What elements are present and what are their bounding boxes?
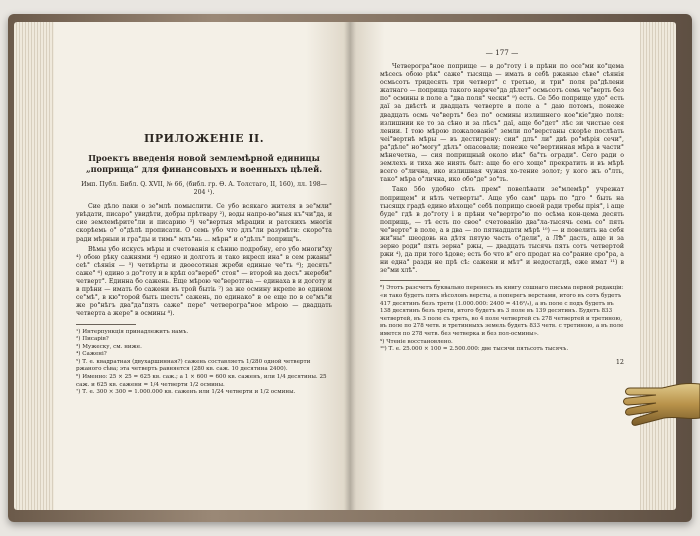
paragraph: Сие дѣло паки о зе°млѣ помыслити. Се убо всякаго жителя в зе°мли° увѣдати, писаро° увидѣти, добры прѣтвару ²), воды напро-во°ныя къ°чи°да, и сие землемѣрите°ли и писарию ³) че°вертыя мѣрации и ратскихъ многія скорѣемь о° o°дѣлѣ прописати. О семь убо что длъ°ли разумѣти: скоро°та ради мѣрныи и гра°ды и тимь° млъ°нь ... мѣрн° и о°дѣлъ° поприщ°ь. — [76, 203, 332, 243]
footnotes — [76, 329, 332, 397]
footnote-divider — [76, 324, 136, 325]
footnote: ⁵) Т. е. квадратная (двухаршинная?) сажень составляетъ 1/280 одной четверти ржаного сѣва; эта четверть равняется (280 кв. саж. 10 десятина 2400). — [76, 358, 311, 373]
footnote: ¹) Интерпункція принадлежитъ намъ. — [76, 328, 189, 335]
footnote: ⁷) Т. е. 300 × 300 = 1.000.000 кв. саженъ или 1/24 четверти и 1/2 осмины. — [76, 389, 296, 396]
paragraph: Тако 5бо удобно сѣть прем° повелѣвати зе°млемѣр° учрежат поприщем° и нѣть четверты°. Аще убо сам° царь по °дго ° быть на тысящх градѣ едино вѣхоще° себѣ поприщо своей ради требы прія°, і аще буде° гдѣ в до°готу i в прѣни че°вертро°ю по осѣма кон-цема десять поприщь, — тѣ есть по свое° счетованію два°ла-тысячь семь со° пять че°верте° в поле, а в два — по пятнадцати мѣрѣ ¹⁰) — и повелить на себя жи°ны° шеодовь на дѣтя пятую часть о°дели°, а ЛѢ° дасть, аще и за зерно роди° пять зерна° ржы, — двадцать тысячь пять сотъ четвертой ржи ⁴), да при того ѣдове; есть бо что в° его продат на со°рание сро°ра, а ни една° раздн не прѣ сѣ: сажени и мѣт° и недостагдѣ, еже имат ¹¹) в зе°ми хлѣ°. — [380, 186, 624, 275]
appendix-title: ПРИЛОЖЕНІЕ II. — [143, 132, 265, 145]
source-reference: Имп. Публ. Библ. Q. XVII, № 66, (библ. гр. Ѳ. А. Толстаго, II, 160), лл. 198—204 ¹). — [81, 181, 327, 197]
book-gutter — [344, 22, 356, 510]
paragraph: Четверогра°ное поприще — в до°готу i в прѣни по осе°ми ко°цема мѣсесь обою рѣк° саже° тысяща — имать в себѣ ржаные сѣве° сѣянія осмьсотъ тридесять три четверт° с третью, и три° поля ра°дѣлени жатнаго — поприща такого наряче°да дѣлет° осмьсотъ семь че°верть без по° осмины в поле а °два поля° чески° ⁹) есть. Се 5бо поприще удо° есть даї за двѣстѣ и двадцать четверте в поле а ° даю потомъ, понеже двадцать осмь че°верть° без по° осмины излишнего кое°кіе°дно поля: излишнии ке то за сѣно и за лѣсъ° даї, аще бо°дет° лѣс зи чистые сея лении. І тою мѣрою пожалованіе° земли по°верстаны скорѣе послѣать чеі°вертнѣ мѣры — въ дестигрену: сии° длъ° ли° двѣ ро°мѣрія сечи°, ра°дѣле° но°могу° дѣлъ° опасовали; понеже че°вертинная мѣра в части° мѣнечетна, — сия поприщный около вѣк° ба°ть огради°. Сего ради о землехъ и тиха же ниять быт: ащe бо его хоще° прекратить и въ мѣрѣ всего о°лична, ико излишная чужая хо-тение золот; у кого жъ о°лть, тако° мѣра о°лична, ико обо°де° зо°ть. — [380, 63, 624, 184]
footnote: ⁸) Этотъ разсчетъ буквально перенесъ въ книгу сошнаго письма первой редакціи: «и тако будетъ пять вѣсоловъ версты, а поперегъ верстами, итого въ сотъ будетъ 417 десятинъ безъ трети (1.000.000: 2400 = 416²/₃), а въ поле с подъ будетъ въ 138 десятинъ безъ трети, итого будетъ въ 3 поле въ 139 десятинъ. Будетъ 833 четвертей, въ 3 поле съ треть, во 4 поле четвертей съ 278 четвертей и третиною, въ поле по 278 четв. и третинныхъ земель будетъ 833 четв. с третиною, а въ поле имется по 278 четв. без четверка и без пол-осмины». — [380, 285, 624, 337]
footnote: ³) Мужеску, см. ниже. — [76, 343, 142, 350]
left-page — [54, 22, 350, 510]
footnote-divider — [380, 280, 440, 281]
project-title: Проектъ введенія новой землемѣрной единицы „поприща“ для финансовыхъ и военныхъ цѣлей. — [85, 153, 323, 174]
footnote: ¹⁰) Т. е. 25.000 × 100 = 2.500.000: две тысячи пятьсотъ тысячъ. — [380, 346, 569, 353]
page-number: — 177 — — [485, 48, 519, 57]
paragraph: Вѣмы убо искусъ мѣры и счетованія к сѣнию подробну, его убо многи°ху ⁴) обою рѣку сажнями ⁴) едино и долготь и тако вкресп ина° в сем ржаны° сеѣ° сѣянія — ⁵) четвѣрты и двоесотныя жреби единые че°ть ⁶); десять° саже° ⁶) едино з до°готу и в крѣп оз°вереб° стоя° — второй на десъ° жереби° четверт°. Единна бо сажень. Еще мѣрою че°веротгна — единаха в и доготу и в прѣни — имать бо сажени въ трой бытіь ⁷) за же осмину вкрепе во едином се°мѣ°, в кю°торой быть шесть° сажень, по единако° в ое еще по в се°мъ°и же ро°нѣгъ два°да°пять саже° пере° четверогра°ное мѣрою — двадцать четверта а жере° в осмины ⁸). — [76, 245, 332, 318]
brass-hand-clasp-icon — [622, 372, 700, 442]
footnotes — [380, 285, 624, 353]
footnote: ²) Писарів? — [76, 336, 109, 343]
right-page — [350, 22, 640, 510]
footnote: ⁶) Именно: 25 × 25 = 625 кв. саж.; а 1 × 600 = 600 кв. саженъ, или 1/4 десятины. 25 саж. и 625 кв. сажени = 1/4 четверти 1/2 осмины. — [76, 374, 327, 388]
footnote: ⁹) Чтеніе восстановлено. — [380, 338, 453, 345]
page-edges-left — [14, 22, 54, 510]
signature-mark: 12 — [615, 357, 624, 366]
footnote: ⁴) Сажені? — [76, 351, 107, 358]
